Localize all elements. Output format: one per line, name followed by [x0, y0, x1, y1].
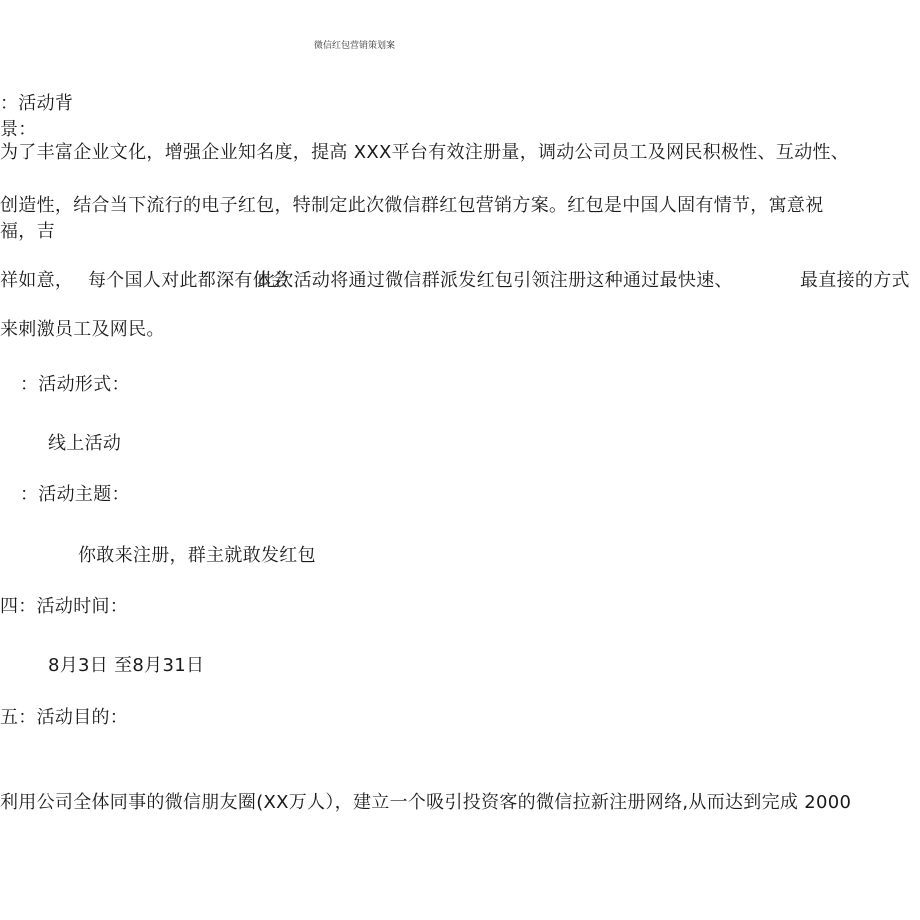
theme-value: 你敢来注册，群主就敢发红包: [78, 545, 316, 566]
background-paragraph-line3: 福，吉: [0, 221, 55, 242]
time-heading: 四：活动时间：: [0, 596, 129, 617]
background-paragraph-line4-mid: 每个国人对此都深有体会: [88, 270, 290, 291]
form-value: 线上活动: [48, 433, 122, 454]
background-paragraph-line4-end: 最直接的方式: [800, 270, 910, 291]
time-value: 8月3日 至8月31日: [48, 655, 205, 676]
theme-heading: ：活动主题：: [20, 484, 130, 505]
goal-heading: 五：活动目的：: [0, 707, 129, 728]
background-paragraph-line1: 为了丰富企业文化，增强企业知名度，提高 XXX平台有效注册量，调动公司员工及网民积极性、互动性、: [0, 142, 850, 163]
background-paragraph-line5: 来刺激员工及网民。: [0, 319, 165, 340]
goal-paragraph-line1: 利用公司全体同事的微信朋友圈(XX万人），建立一个吸引投资客的微信拉新注册网络,从而达到完成 2000: [0, 792, 852, 813]
background-paragraph-line4-start: 祥如意，: [0, 270, 74, 291]
page-header-title: 微信红包营销策划案: [314, 41, 396, 51]
background-paragraph-line4-overlap: 此次活动将通过微信群派发红包引领注册这种通过最快速、: [257, 270, 733, 291]
background-heading-line1: ：活动背: [0, 93, 74, 114]
form-heading: ：活动形式：: [20, 374, 130, 395]
background-heading-line2: 景：: [0, 119, 37, 140]
background-paragraph-line2: 创造性，结合当下流行的电子红包，特制定此次微信群红包营销方案。红包是中国人固有情节，寓意祝: [0, 195, 824, 216]
